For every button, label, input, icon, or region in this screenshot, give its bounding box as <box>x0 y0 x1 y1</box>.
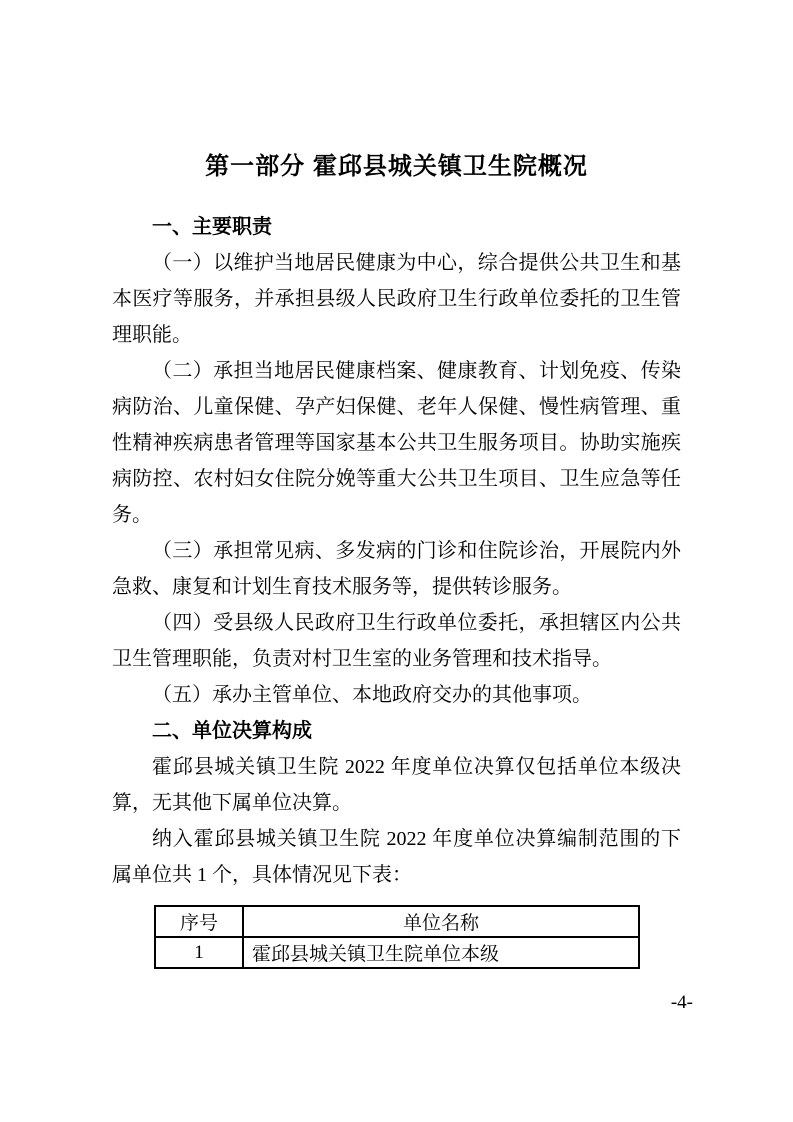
paragraph: （一）以维护当地居民健康为中心，综合提供公共卫生和基本医疗等服务，并承担县级人民政府卫生行政单位委托的卫生管理职能。 <box>112 252 681 346</box>
subordinate-units-table <box>154 905 640 969</box>
section-budget-composition <box>112 713 681 969</box>
paragraph: 霍邱县城关镇卫生院 2022 年度单位决算仅包括单位本级决算，无其他下属单位决算。 <box>112 756 681 814</box>
paragraph: （四）受县级人民政府卫生行政单位委托，承担辖区内公共卫生管理职能，负责对村卫生室的业务管理和技术指导。 <box>112 612 681 670</box>
section-main-duties <box>112 209 681 713</box>
table-header-unit-name: 单位名称 <box>243 906 639 937</box>
section-heading-main-duties: 一、主要职责 <box>152 216 272 238</box>
paragraph: （三）承担常见病、多发病的门诊和住院诊治，开展院内外急救、康复和计划生育技术服务等，提供转诊服务。 <box>112 540 681 598</box>
table-header-index: 序号 <box>155 906 243 937</box>
page-number: -4- <box>670 992 693 1013</box>
paragraph: 纳入霍邱县城关镇卫生院 2022 年度单位决算编制范围的下属单位共 1 个，具体情况见下表： <box>112 828 681 886</box>
unit-name-cell: 霍邱县城关镇卫生院单位本级 <box>243 937 639 968</box>
paragraph: （五）承办主管单位、本地政府交办的其他事项。 <box>152 684 592 706</box>
page-title: 第一部分 霍邱县城关镇卫生院概况 <box>205 153 588 180</box>
section-heading-budget-composition: 二、单位决算构成 <box>152 720 312 742</box>
table-row <box>155 937 639 968</box>
paragraph: （二）承担当地居民健康档案、健康教育、计划免疫、传染病防治、儿童保健、孕产妇保健、老年人保健、慢性病管理、重性精神疾病患者管理等国家基本公共卫生服务项目。协助实施疾病防控、农村妇女住院分娩等重大公共卫生项目、卫生应急等任务。 <box>112 360 681 526</box>
unit-index-cell: 1 <box>155 937 243 968</box>
table-header-row <box>155 906 639 937</box>
